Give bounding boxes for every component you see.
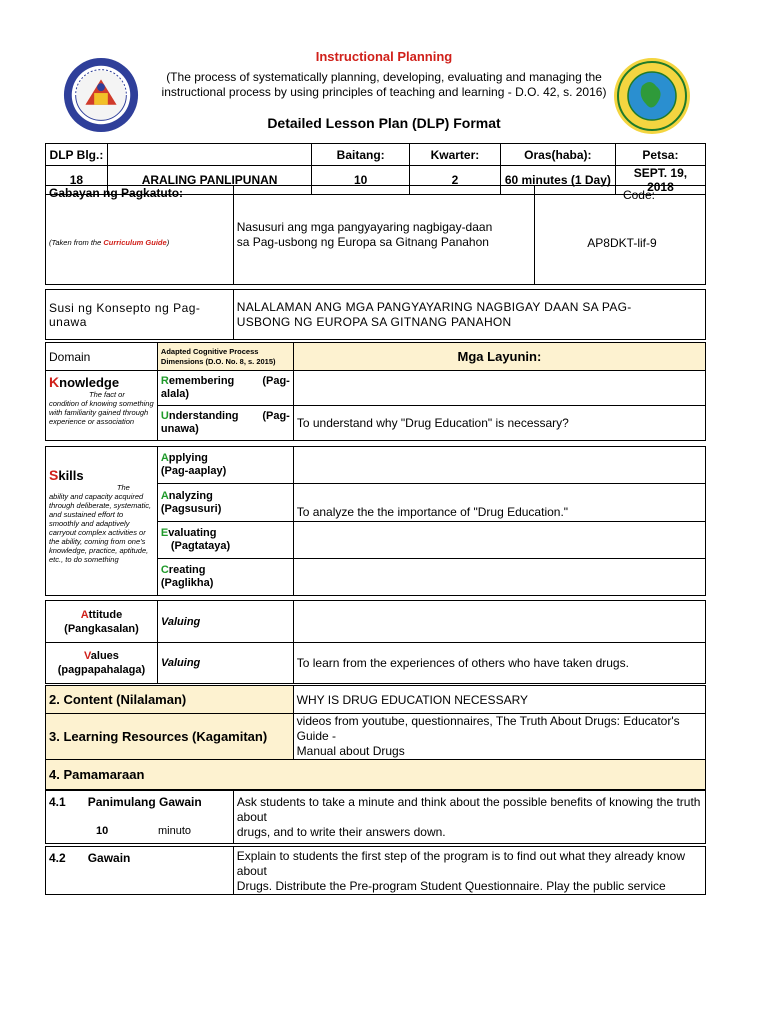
- values-objective: To learn from the experiences of others who have taken drugs.: [293, 643, 705, 684]
- analyzing-rest: nalyzing: [168, 489, 213, 502]
- dlp-format-title: Detailed Lesson Plan (DLP) Format: [267, 115, 501, 131]
- grade-value: 10: [312, 166, 410, 195]
- document-subtitle: [160, 70, 608, 100]
- attitude-objective: [293, 601, 705, 643]
- remembering-rest: emembering: [168, 375, 235, 387]
- analyzing-cell: [157, 484, 293, 522]
- values-initial: V: [84, 650, 91, 662]
- content-value: WHY IS DRUG EDUCATION NECESSARY: [293, 686, 705, 714]
- creating-rest: reating: [168, 564, 206, 576]
- remembering-paren2: alala): [160, 388, 190, 400]
- applying-objective: [293, 447, 705, 484]
- concept-content: [233, 290, 705, 340]
- dims-header: [157, 343, 293, 371]
- analyzing-initial: A: [160, 489, 169, 502]
- content-label: 2. Content (Nilalaman): [46, 686, 294, 714]
- subtitle-line-2: instructional process by using principles of teaching and learning - D.O. 42, s. 2016): [161, 85, 607, 99]
- knowledge-desc: The fact or condition of knowing something with familiarity gained through experience or association: [49, 390, 154, 426]
- evaluating-objective: [293, 522, 705, 559]
- evaluating-cell: [157, 522, 293, 559]
- understanding-objective: To understand why "Drug Education" is necessary?: [293, 406, 705, 441]
- procedure-2-line-1: Explain to students the first step of the program is to find out what they already know about: [236, 849, 686, 878]
- evaluating-initial: E: [160, 527, 169, 539]
- code-cell: [535, 186, 706, 285]
- code-label: Code:: [622, 188, 655, 202]
- header-dlp-no: DLP Blg.:: [46, 144, 108, 166]
- values-rest: alues: [90, 650, 119, 662]
- header-duration: Oras(haba):: [500, 144, 615, 166]
- header-date: Petsa:: [615, 144, 705, 166]
- header-grade: Baitang:: [312, 144, 410, 166]
- concept-line-2: USBONG NG EUROPA SA GITNANG PANAHON: [236, 314, 512, 329]
- skills-rest: kills: [58, 468, 84, 483]
- attitude-level: Valuing: [157, 601, 293, 643]
- procedure-2-title: Gawain: [87, 851, 131, 865]
- concept-label: Susi ng Konsepto ng Pag-unawa: [46, 290, 234, 340]
- objectives-header: Mga Layunin:: [293, 343, 705, 371]
- guide-note-suffix: ): [166, 238, 170, 247]
- understanding-rest: nderstanding: [168, 410, 239, 422]
- skills-desc: ability and capacity acquired through deliberate, systematic, and sustained effort to smoothly and adaptively carryout complex activities or the ability, coming from one's knowledge, practice, aptitude, etc., to do something: [49, 492, 152, 564]
- procedure-1-text: [233, 791, 705, 844]
- skills-initial: S: [49, 467, 59, 483]
- guide-content: [233, 186, 535, 285]
- analyzing-sub: (Pagsusuri): [160, 502, 222, 515]
- skills-desc-lead: The: [116, 483, 130, 492]
- content-table: [45, 685, 706, 790]
- guide-note-prefix: (Taken from the: [49, 238, 104, 247]
- attitude-values-table: [45, 600, 706, 684]
- applying-cell: [157, 447, 293, 484]
- creating-objective: [293, 559, 705, 596]
- knowledge-cell: [46, 371, 158, 441]
- code-value: AP8DKT-lif-9: [587, 236, 657, 250]
- domain-table: [45, 342, 706, 441]
- guide-line-1: Nasusuri ang mga pangyayaring nagbigay-daan: [236, 220, 493, 234]
- procedure-item-2-clip: [45, 846, 707, 893]
- domain-header: Domain: [46, 343, 158, 371]
- remembering-initial: R: [160, 375, 169, 387]
- procedure-1-line-1: Ask students to take a minute and think about the possible benefits of knowing the truth about: [236, 794, 701, 824]
- procedure-2-text: [233, 847, 705, 895]
- remembering-objective: [293, 371, 705, 406]
- attitude-rest: ttitude: [88, 608, 123, 621]
- attitude-initial: A: [80, 608, 89, 621]
- duration-value: 60 minutes (1 Day): [500, 166, 615, 195]
- knowledge-rest: nowledge: [59, 375, 120, 390]
- header-quarter: Kwarter:: [410, 144, 501, 166]
- guide-table: [45, 185, 706, 285]
- analyzing-objective: To analyze the the importance of "Drug Education.": [293, 484, 705, 522]
- concept-table: [45, 289, 706, 340]
- knowledge-label: [49, 374, 154, 390]
- dims-line-1: Adapted Cognitive Process: [160, 346, 259, 356]
- resources-line-2: Manual about Drugs: [296, 744, 405, 758]
- knowledge-initial: K: [49, 374, 60, 390]
- procedure-2-num: 4.2: [49, 851, 66, 865]
- remembering-paren: (Pag-: [262, 375, 290, 387]
- skills-cell: [46, 447, 158, 596]
- understanding-paren2: unawa): [160, 423, 199, 435]
- procedure-item-2-table: [45, 846, 706, 895]
- guide-label-cell: [46, 186, 234, 285]
- evaluating-rest: valuating: [168, 527, 217, 539]
- understanding-initial: U: [160, 410, 169, 422]
- quarter-value: 2: [410, 166, 501, 195]
- values-cell: [46, 643, 158, 684]
- procedure-table: [45, 790, 706, 844]
- applying-sub: (Pag-aaplay): [160, 465, 227, 477]
- subtitle-line-1: (The process of systematically planning, developing, evaluating and managing the: [166, 70, 602, 84]
- understanding-cell: [157, 406, 293, 441]
- values-level: Valuing: [157, 643, 293, 684]
- creating-sub: (Paglikha): [160, 577, 214, 589]
- values-sub: (pagpapahalaga): [57, 664, 146, 676]
- understanding-paren: (Pag-: [262, 410, 290, 422]
- curriculum-guide-link: Curriculum Guide: [103, 238, 167, 247]
- document-title: Instructional Planning: [315, 49, 453, 64]
- procedure-label: 4. Pamamaraan: [46, 760, 706, 790]
- creating-initial: C: [160, 564, 169, 576]
- concept-line-1: NALALAMAN ANG MGA PANGYAYARING NAGBIGAY DAAN SA PAG-: [236, 299, 632, 314]
- remembering-cell: [157, 371, 293, 406]
- dlp-no-value: 18: [46, 166, 108, 195]
- guide-label: Gabayan ng Pagkatuto:: [49, 186, 184, 200]
- attitude-sub: (Pangkasalan): [64, 622, 139, 635]
- skills-table: [45, 446, 706, 596]
- evaluating-sub: (Pagtataya): [170, 540, 231, 552]
- applying-initial: A: [160, 452, 169, 464]
- resources-line-1: videos from youtube, questionnaires, The Truth About Drugs: Educator's Guide -: [296, 714, 680, 743]
- procedure-1-num: 4.1: [49, 795, 66, 809]
- subject-value: ARALING PANLIPUNAN: [107, 166, 311, 195]
- guide-note: [49, 238, 169, 247]
- applying-rest: pplying: [168, 452, 208, 464]
- date-value: SEPT. 19, 2018: [615, 166, 705, 195]
- procedure-1-minutes: 10: [96, 825, 109, 837]
- procedure-2-line-2: Drugs. Distribute the Pre-program Student Questionnaire. Play the public service: [236, 879, 666, 893]
- dims-line-2: Dimensions (D.O. No. 8, s. 2015): [160, 356, 276, 366]
- procedure-1-line-2: drugs, and to write their answers down.: [236, 824, 446, 839]
- procedure-item-2: [46, 847, 234, 895]
- procedure-1-minutes-label: minuto: [158, 825, 192, 837]
- creating-cell: [157, 559, 293, 596]
- attitude-cell: [46, 601, 158, 643]
- guide-line-2: sa Pag-usbong ng Europa sa Gitnang Panahon: [236, 235, 489, 249]
- resources-value: [293, 714, 705, 760]
- header-blank: [107, 144, 311, 166]
- skills-label: [49, 467, 154, 483]
- procedure-item-1: [46, 791, 234, 844]
- resources-label: 3. Learning Resources (Kagamitan): [46, 714, 294, 760]
- procedure-1-title: Panimulang Gawain: [87, 795, 202, 809]
